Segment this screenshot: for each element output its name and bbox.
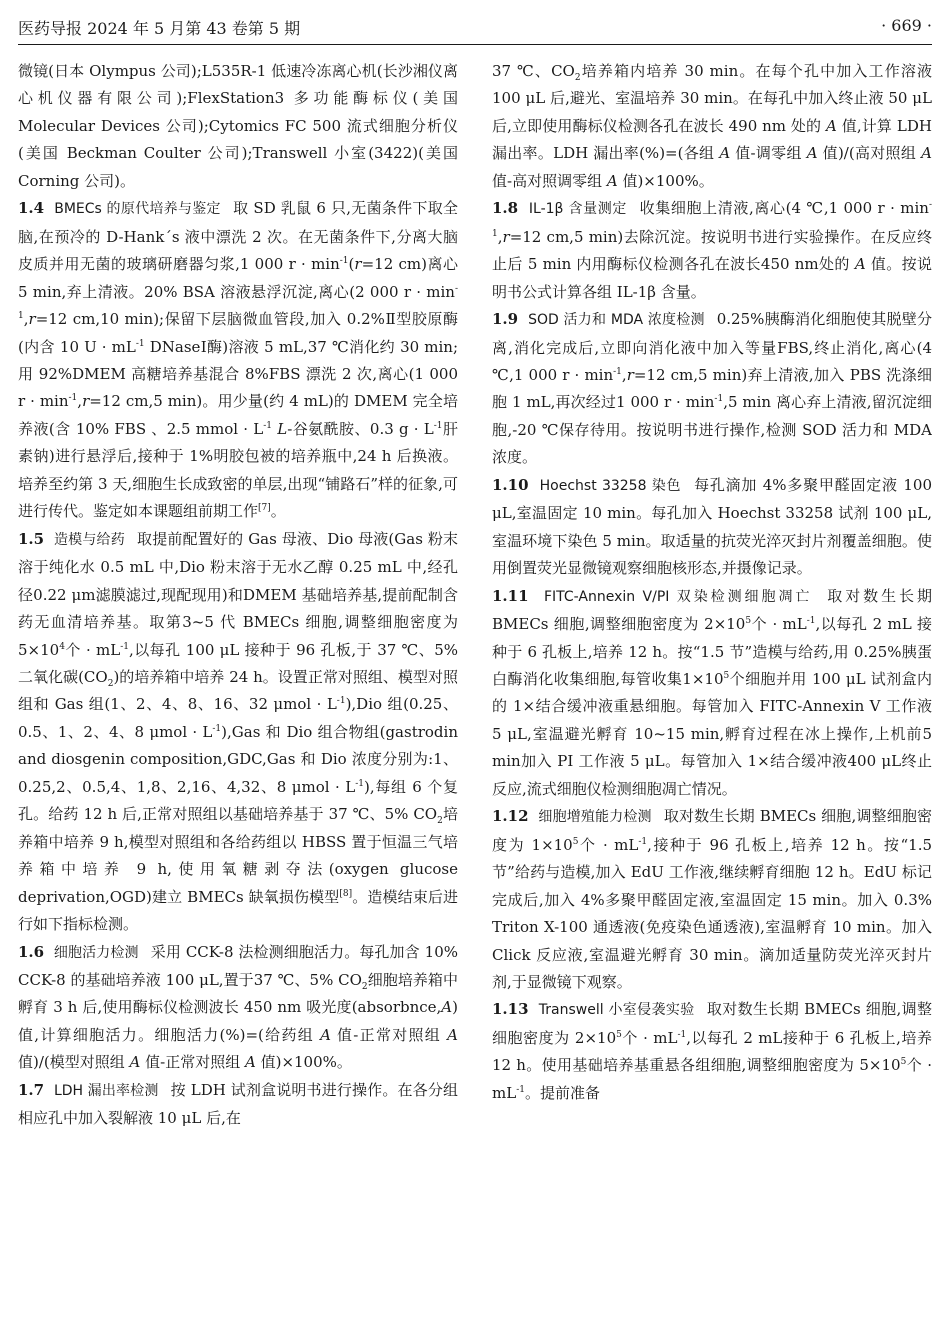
section-number: 1.13 bbox=[492, 1000, 529, 1019]
paragraph-text: 每孔滴加 4%多聚甲醛固定液 100 μL,室温固定 10 min。每孔加入 Hoechst 33258 试剂 100 μL,室温环境下染色 5 min。取适量的抗荧光淬灭封片剂覆盖细胞。使用倒置荧光显微镜观察细胞核形态,并摄像记录。 bbox=[492, 475, 932, 578]
section-number: 1.9 bbox=[492, 310, 519, 329]
section-heading: Hoechst 33258 染色 bbox=[539, 477, 682, 494]
section-heading: LDH 漏出率检测 bbox=[53, 1082, 159, 1099]
header-rule bbox=[18, 44, 932, 45]
paragraph-text: 微镜(日本 Olympus 公司);L535R-1 低速冷冻离心机(长沙湘仪离心机仪器有限公司);FlexStation3 多功能酶标仪(美国 Molecular Devices 公司);Cytomics FC 500 流式细胞分析仪(美国 Beckman Coulter 公司);Transwell 小室(3422)(美国 Corning 公司)。 bbox=[18, 62, 458, 190]
section-1-8 bbox=[492, 195, 932, 306]
paragraph-text: 37 ℃、$CO_2$培养箱内培养 30 min。在每个孔中加入工作溶液 100 μL 后,避光、室温培养 30 min。在每孔中加入终止液 50 μL 后,立即使用酶标仪检测各孔在波长 490 nm 处的 A 值,计算 LDH 漏出率。LDH 漏出率(%)=(各组 A 值-调零组 A 值)/(高对照组 A 值-高对照调零组 A 值)×100%。 bbox=[492, 62, 932, 190]
section-number: 1.12 bbox=[492, 807, 529, 826]
section-1-9 bbox=[492, 306, 932, 472]
section-1-5 bbox=[18, 526, 458, 939]
right-column bbox=[492, 58, 932, 1330]
section-number: 1.4 bbox=[18, 199, 45, 218]
paragraph-text: 0.25%胰酶消化细胞使其脱壁分离,消化完成后,立即向消化液中加入等量FBS,终止消化,离心(4 ℃,1 000 $r \cdot \min^{-1},r=12$ cm,5 min)弃上清液,加入 PBS 洗涤细胞 1 mL,再次经过1 000 $r \cdot \min^{-1},5$ min 离心弃上清液,留沉淀细胞,-20 ℃保存待用。按说明书进行操作,检测 SOD 活力和 MDA 浓度。 bbox=[492, 310, 932, 467]
section-1-10 bbox=[492, 472, 932, 583]
paragraph-text: 采用 CCK-8 法检测细胞活力。每孔加含 10% CCK-8 的基础培养液 100 μL,置于37 ℃、5% $CO_2$细胞培养箱中孵育 3 h 后,使用酶标仪检测波长 450 nm 吸光度(absorbnce,A)值,计算细胞活力。细胞活力(%)=(给药组 A 值-正常对照组 A 值)/(模型对照组 A 值-正常对照组 A 值)×100%。 bbox=[18, 942, 458, 1072]
section-heading: BMECs 的原代培养与鉴定 bbox=[54, 201, 221, 218]
left-column bbox=[18, 58, 458, 1330]
paragraph-text: 取提前配置好的 Gas 母液、Dio 母液(Gas 粉末溶于纯化水 0.5 mL 中,Dio 粉末溶于无水乙醇 0.25 mL 中,经孔径0.22 μm滤膜滤过,现配现用)和DMEM 基础培养基,提前配制含药无血清培养基。取第3~5 代 BMECs 细胞,调整细胞密度为 $5\times 10^4$个 · $mL^{-1}$,以每孔 100 μL 接种于 96 孔板,于 37 ℃、5% 二氧化碳$(CO_2)$的培养箱中培养 24 h。设置正常对照组、模型对照组和 Gas 组(1、2、4、8、16、32 $\mu mol \cdot L^{-1}),Dio$ 组(0.25、0.5、1、2、4、8 $\mu mol \cdot L^{-1}),Gas$ 和 Dio 组合物组(gastrodin and diosgenin composition,GDC,Gas 和 Dio 浓度分别为:1、0.25,2、0.5,4、1,8、2,16、4,32、8 $\mu mol \cdot L^{-1}$),每组 6 个复孔。给药 12 h 后,正常对照组以基础培养基于 37 ℃、5% $CO_2$培养箱中培养 9 h,模型对照组和各给药组以 HBSS 置于恒温三气培养箱中培养 9 h,使用氧糖剥夺法(oxygen glucose deprivation,OGD)建立 BMECs 缺氧损伤模型[8]。造模结束后进行如下指标检测。 bbox=[18, 529, 458, 934]
section-heading: 细胞增殖能力检测 bbox=[538, 809, 652, 826]
section-1-13 bbox=[492, 996, 932, 1107]
running-header bbox=[18, 8, 932, 42]
paragraph-text: 收集细胞上清液,离心(4 ℃,1 000 $r \cdot \min^{-1},r=12$ cm,5 min)去除沉淀。按说明书进行实验操作。在反应终止后 5 min 内用酶标仪检测各孔在波长450 nm处的 A 值。按说明书公式计算各组 IL-1β 含量。 bbox=[492, 199, 932, 301]
paragraph bbox=[18, 58, 458, 195]
section-heading: Transwell 小室侵袭实验 bbox=[538, 1002, 695, 1019]
section-heading: FITC-Annexin V/PI 双染检测细胞凋亡 bbox=[543, 588, 813, 605]
paragraph-text: 按 LDH 试剂盒说明书进行操作。在各分组相应孔中加入裂解液 10 μL 后,在 bbox=[18, 1080, 458, 1128]
section-1-4 bbox=[18, 195, 458, 525]
section-1-11 bbox=[492, 583, 932, 804]
paragraph-text: 取对数生长期 BMECs 细胞,调整细胞密度为 $2\times 10^5$个 · $mL^{-1}$,以每孔 2 mL接种于 6 孔板上,培养 12 h。使用基础培养基重悬各组细胞,调整细胞密度为 $5\times 10^5$个 · $mL^{-1}$。提前准备 bbox=[492, 1000, 932, 1102]
paragraph bbox=[492, 58, 932, 195]
journal-citation: 医药导报 2024 年 5 月第 43 卷第 5 期 bbox=[18, 19, 301, 38]
section-heading: 细胞活力检测 bbox=[53, 944, 139, 961]
section-heading: SOD 活力和 MDA 浓度检测 bbox=[528, 312, 705, 329]
section-number: 1.7 bbox=[18, 1080, 45, 1099]
section-1-7 bbox=[18, 1077, 458, 1133]
section-number: 1.5 bbox=[18, 529, 45, 548]
page-number: · 669 · bbox=[881, 16, 932, 35]
section-heading: 造模与给药 bbox=[54, 531, 125, 548]
paragraph-text: 取对数生长期 BMECs 细胞,调整细胞密度为 $1\times 10^5$个 · $mL^{-1}$,接种于 96 孔板上,培养 12 h。按“1.5 节”给药与造模,加入 EdU 工作液,继续孵育细胞 12 h。EdU 标记完成后,加入 4%多聚甲醛固定液,室温固定 15 min。加入 0.3% Triton X-100 通透液(免疫染色通透液),室温孵育 10 min。加入 Click 反应液,室温避光孵育 30 min。滴加适量防荧光淬灭封片剂,于显微镜下观察。 bbox=[492, 807, 932, 991]
section-number: 1.10 bbox=[492, 475, 529, 494]
paragraph-text: 取 SD 乳鼠 6 只,无菌条件下取全脑,在预冷的 D-Hank´s 液中漂洗 2 次。在无菌条件下,分离大脑皮质并用无菌的玻璃研磨器匀浆,1 000 $r \cdot \min^{-1}(r=12$ cm)离心 5 min,弃上清液。20% BSA 溶液悬浮沉淀,离心(2 000 $r \cdot \min^{-1},r=12$ cm,10 min);保留下层脑微血管段,加入 0.2%Ⅱ型胶原酶(内含 10 $U \cdot mL^{-1}$ DNaseⅠ酶)溶液 5 mL,37 ℃消化约 30 min;用 92%DMEM 高糖培养基混合 8%FBS 漂洗 2 次,离心(1 000 $r \cdot \min^{-1},r=12$ cm,5 min)。用少量(约 4 mL)的 DMEM 完全培养液(含 10% FBS 、2.5 mmol · $L^{-1}$ L-谷氨酰胺、0.3 $g \cdot L^{-1}$肝素钠)进行悬浮后,接种于 1%明胶包被的培养瓶中,24 h 后换液。培养至约第 3 天,细胞生长成致密的单层,出现“铺路石”样的征象,可进行传代。鉴定如本课题组前期工作[7]。 bbox=[18, 199, 458, 521]
section-1-12 bbox=[492, 803, 932, 996]
section-1-6 bbox=[18, 939, 458, 1077]
section-number: 1.11 bbox=[492, 586, 529, 605]
section-heading: IL-1β 含量测定 bbox=[528, 201, 628, 218]
section-number: 1.6 bbox=[18, 942, 45, 961]
section-number: 1.8 bbox=[492, 199, 519, 218]
paragraph-text: 取对数生长期 BMECs 细胞,调整细胞密度为 $2\times 10^5$个 · $mL^{-1}$,以每孔 2 mL 接种于 6 孔板上,培养 12 h。按“1.5 节”造模与给药,用 0.25%胰蛋白酶消化收集细胞,每管收集$1\times 10^5$个细胞并用 100 μL 试剂盒内的 1×结合缓冲液重悬细胞。每管加入 FITC-Annexin V 工作液 5 μL,室温避光孵育 10~15 min,孵育过程在冰上操作,上机前5 min加入 PI 工作液 5 μL。每管加入 1×结合缓冲液400 μL终止反应,流式细胞仪检测细胞凋亡情况。 bbox=[492, 586, 932, 798]
